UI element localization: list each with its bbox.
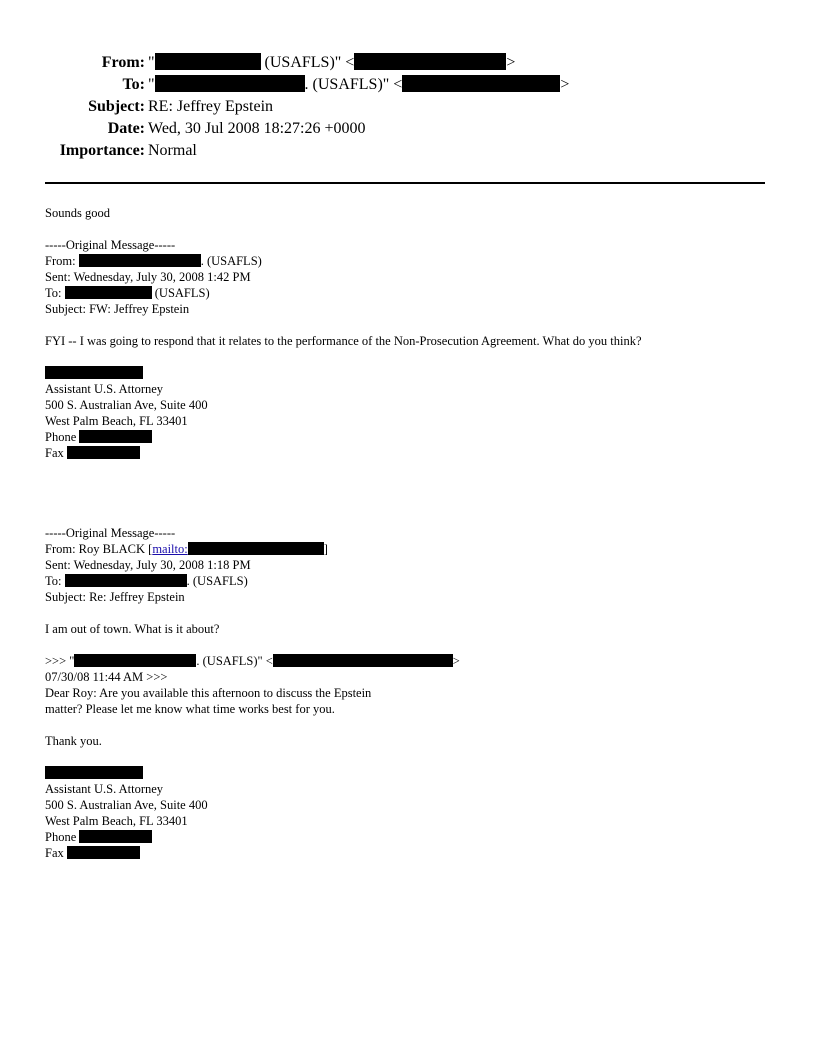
msg1-body: FYI -- I was going to respond that it relates to the performance of the Non-Prosecution Agreement. What do you think? [45,334,642,348]
importance-label: Importance: [59,142,145,159]
quote-thanks: Thank you. [45,734,102,748]
reply-text: Sounds good [45,206,110,220]
sig2-fax: Fax [45,845,642,861]
msg2-to: To: . (USAFLS) [45,574,248,588]
from-value: " (USAFLS)" < > [148,54,516,71]
subject-label: Subject: [88,98,145,115]
msg2-from: From: Roy BLACK [mailto: ] [45,542,328,556]
redaction-box [402,75,560,92]
msg1-sent: Sent: Wednesday, July 30, 2008 1:42 PM [45,270,251,284]
email-header [0,52,600,167]
redaction-box [79,254,201,267]
from-label: From: [101,54,145,71]
redaction-box [188,542,324,555]
sig1-name [45,365,642,381]
subject-value: RE: Jeffrey Epstein [148,98,274,115]
sig2-title: Assistant U.S. Attorney [45,782,164,796]
to-value: " . (USAFLS)" < > [148,76,570,93]
redaction-box [45,766,143,779]
sig1-phone: Phone [45,429,642,445]
quote-timestamp: 07/30/08 11:44 AM >>> [45,670,168,684]
redaction-box [155,75,305,92]
redaction-box [67,446,140,459]
header-divider [45,182,765,184]
original-message-separator: -----Original Message----- [45,526,176,540]
sig2-name [45,765,642,781]
original-message-separator: -----Original Message----- [45,238,176,252]
sig1-address1: 500 S. Australian Ave, Suite 400 [45,398,208,412]
msg1-to: To: (USAFLS) [45,286,210,300]
sig1-fax: Fax [45,445,642,461]
to-label: To: [122,76,145,93]
quote-line1: Dear Roy: Are you available this afternoon to discuss the Epstein [45,686,372,700]
msg2-subject: Subject: Re: Jeffrey Epstein [45,590,185,604]
mailto-link[interactable]: mailto: [152,542,188,556]
redaction-box [65,286,152,299]
redaction-box [45,366,143,379]
importance-value: Normal [148,142,197,159]
sig2-address2: West Palm Beach, FL 33401 [45,814,188,828]
redaction-box [74,654,196,667]
redaction-box [67,846,140,859]
msg2-sent: Sent: Wednesday, July 30, 2008 1:18 PM [45,558,251,572]
redaction-box [65,574,187,587]
redaction-box [354,53,506,70]
sig1-address2: West Palm Beach, FL 33401 [45,414,188,428]
date-label: Date: [107,120,145,137]
email-body [45,205,642,861]
redaction-box [155,53,261,70]
msg1-from: From: . (USAFLS) [45,254,262,268]
msg2-body: I am out of town. What is it about? [45,622,220,636]
redaction-box [273,654,453,667]
date-value: Wed, 30 Jul 2008 18:27:26 +0000 [148,120,366,137]
msg1-subject: Subject: FW: Jeffrey Epstein [45,302,190,316]
redaction-box [79,830,152,843]
sig1-title: Assistant U.S. Attorney [45,382,164,396]
quote-line2: matter? Please let me know what time works best for you. [45,702,335,716]
quote-header: >>> " . (USAFLS)" < > [45,654,460,668]
redaction-box [79,430,152,443]
sig2-phone: Phone [45,829,642,845]
sig2-address1: 500 S. Australian Ave, Suite 400 [45,798,208,812]
